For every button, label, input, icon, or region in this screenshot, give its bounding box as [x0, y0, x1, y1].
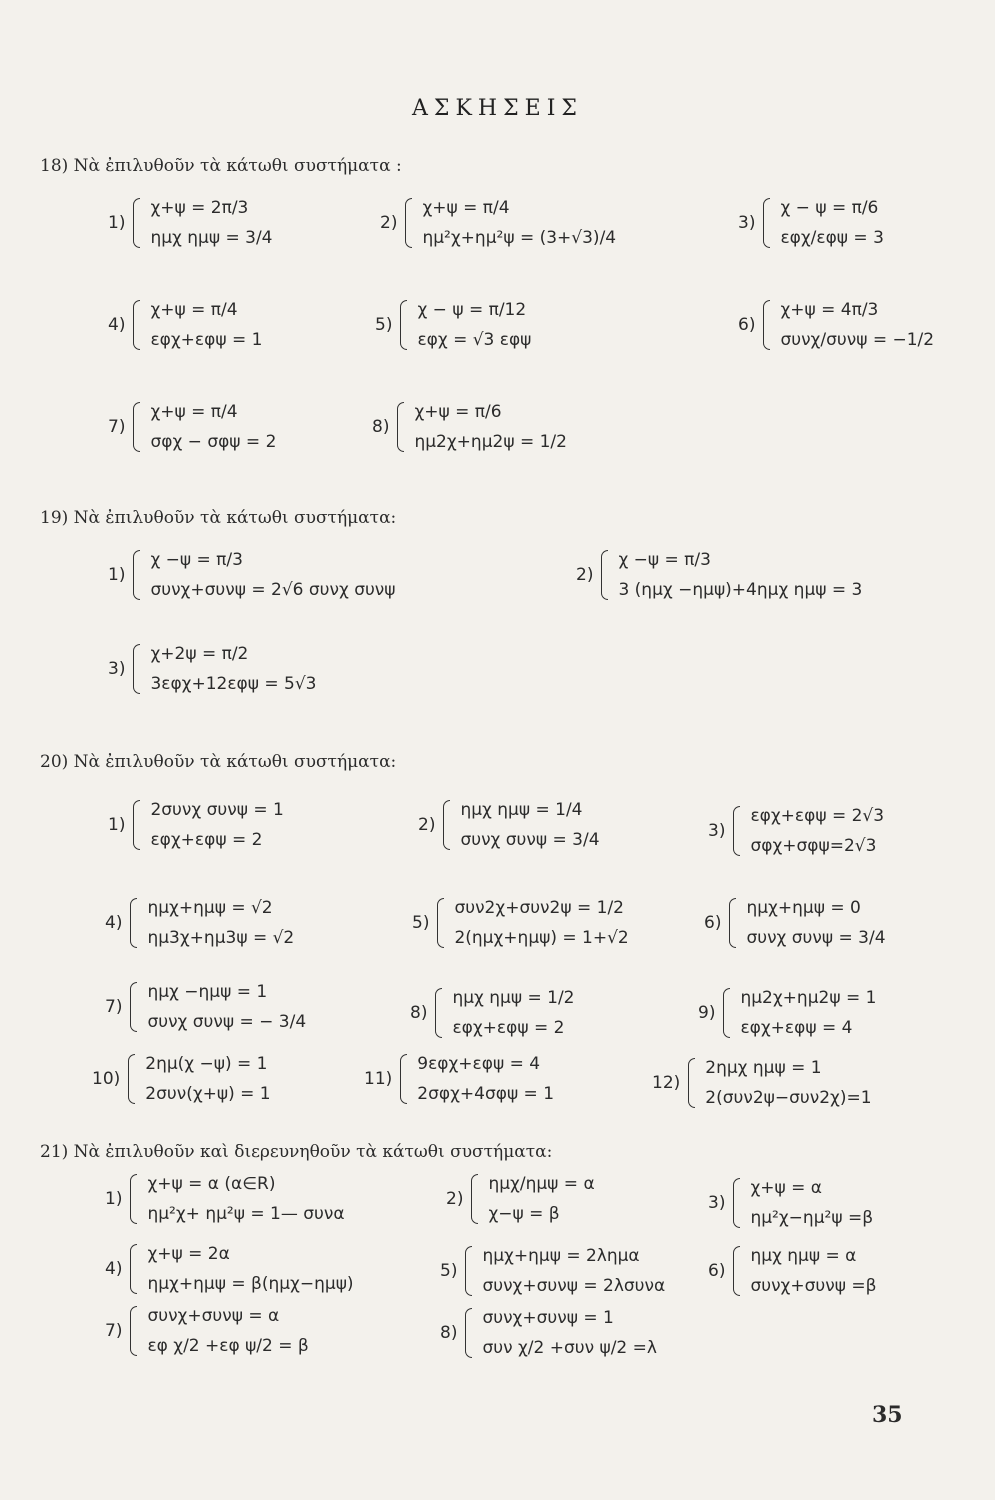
system-number: 9) — [698, 1003, 716, 1023]
brace — [465, 1308, 472, 1358]
equation: 2συν(χ+ψ) = 1 — [145, 1084, 271, 1104]
system-number: 11) — [364, 1069, 393, 1089]
exercise-21-heading: 21) Νὰ ἐπιλυθοῦν καὶ διερευνηθοῦν τὰ κάτωθι συστήματα: — [40, 1142, 553, 1162]
brace — [471, 1174, 478, 1224]
equation: εφχ+εφψ = 2 — [150, 830, 263, 850]
system-number: 3) — [108, 659, 126, 679]
ex20-system-11 — [364, 1054, 554, 1104]
brace — [763, 198, 770, 248]
ex19-system-1 — [108, 550, 396, 600]
equation: χ+ψ = α — [750, 1178, 822, 1198]
equation: ημχ ημψ = α — [750, 1246, 857, 1266]
ex21-system-3 — [708, 1178, 873, 1228]
system-number: 6) — [738, 315, 756, 335]
equation: χ+ψ = π/6 — [414, 402, 502, 422]
equation: χ −ψ = π/3 — [618, 550, 711, 570]
system-number: 3) — [708, 1193, 726, 1213]
system-number: 1) — [108, 213, 126, 233]
equation: ημχ+ημψ = √2 — [147, 898, 273, 918]
exercise-19-heading: 19) Νὰ ἐπιλυθοῦν τὰ κάτωθι συστήματα: — [40, 508, 397, 528]
ex20-system-6 — [704, 898, 886, 948]
system-number: 2) — [576, 565, 594, 585]
brace — [435, 988, 442, 1038]
ex20-system-5 — [412, 898, 629, 948]
ex18-system-1 — [108, 198, 272, 248]
equation: 2ημχ ημψ = 1 — [705, 1058, 822, 1078]
ex20-system-3 — [708, 806, 884, 856]
exercise-20-heading: 20) Νὰ ἐπιλυθοῦν τὰ κάτωθι συστήματα: — [40, 752, 397, 772]
ex18-system-2 — [380, 198, 616, 248]
system-number: 10) — [92, 1069, 121, 1089]
equation: 3 (ημχ −ημψ)+4ημχ ημψ = 3 — [618, 580, 863, 600]
system-number: 3) — [708, 821, 726, 841]
system-number: 5) — [412, 913, 430, 933]
brace — [130, 898, 137, 948]
system-number: 2) — [380, 213, 398, 233]
equation: ημχ ημψ = 1/4 — [460, 800, 583, 820]
system-number: 12) — [652, 1073, 681, 1093]
equation: ημχ+ημψ = 0 — [746, 898, 861, 918]
system-number: 7) — [108, 417, 126, 437]
ex20-system-9 — [698, 988, 876, 1038]
equation: ημχ+ημψ = β(ημχ−ημψ) — [147, 1274, 354, 1294]
system-number: 3) — [738, 213, 756, 233]
equation: συν2χ+συν2ψ = 1/2 — [454, 898, 624, 918]
equation: ημ3χ+ημ3ψ = √2 — [147, 928, 295, 948]
equation: συνχ συνψ = − 3/4 — [147, 1012, 307, 1032]
system-number: 4) — [105, 913, 123, 933]
ex21-system-8 — [440, 1308, 657, 1358]
equation: χ+ψ = 2π/3 — [150, 198, 249, 218]
brace — [733, 1246, 740, 1296]
ex21-system-7 — [105, 1306, 309, 1356]
equation: συνχ+συνψ = α — [147, 1306, 280, 1326]
ex19-system-2 — [576, 550, 862, 600]
equation: εφχ+εφψ = 4 — [740, 1018, 853, 1038]
ex20-system-8 — [410, 988, 574, 1038]
system-number: 5) — [375, 315, 393, 335]
equation: ημχ+ημψ = 2λημα — [482, 1246, 640, 1266]
equation: χ+ψ = 4π/3 — [780, 300, 879, 320]
ex20-system-4 — [105, 898, 294, 948]
equation: χ+ψ = π/4 — [422, 198, 510, 218]
equation: 2σφχ+4σφψ = 1 — [417, 1084, 555, 1104]
page-number: 35 — [872, 1402, 903, 1428]
brace — [729, 898, 736, 948]
equation: χ−ψ = β — [488, 1204, 560, 1224]
brace — [133, 198, 140, 248]
equation: εφχ/εφψ = 3 — [780, 228, 884, 248]
equation: συνχ συνψ = 3/4 — [746, 928, 886, 948]
brace — [133, 800, 140, 850]
equation: συνχ/συνψ = −1/2 — [780, 330, 935, 350]
brace — [133, 300, 140, 350]
brace — [723, 988, 730, 1038]
ex20-system-2 — [418, 800, 600, 850]
system-number: 8) — [410, 1003, 428, 1023]
equation: ημ2χ+ημ2ψ = 1 — [740, 988, 877, 1008]
equation: σφχ − σφψ = 2 — [150, 432, 277, 452]
brace — [443, 800, 450, 850]
equation: εφχ+εφψ = 2 — [452, 1018, 565, 1038]
equation: χ+2ψ = π/2 — [150, 644, 249, 664]
equation: χ+ψ = α (α∈R) — [147, 1174, 276, 1194]
ex18-system-8 — [372, 402, 567, 452]
ex18-system-4 — [108, 300, 262, 350]
brace — [130, 1174, 137, 1224]
brace — [400, 1054, 407, 1104]
equation: χ+ψ = 2α — [147, 1244, 230, 1264]
ex18-system-6 — [738, 300, 934, 350]
equation: εφχ = √3 εφψ — [417, 330, 532, 350]
page-title: ΑΣΚΗΣΕΙΣ — [412, 96, 583, 121]
brace — [437, 898, 444, 948]
equation: εφ χ/2 +εφ ψ/2 = β — [147, 1336, 309, 1356]
brace — [465, 1246, 472, 1296]
equation: συν χ/2 +συν ψ/2 =λ — [482, 1338, 657, 1358]
equation: συνχ συνψ = 3/4 — [460, 830, 600, 850]
ex21-system-2 — [446, 1174, 595, 1224]
ex18-system-5 — [375, 300, 531, 350]
brace — [133, 644, 140, 694]
system-number: 1) — [108, 815, 126, 835]
brace — [733, 1178, 740, 1228]
equation: ημ²χ−ημ²ψ =β — [750, 1208, 874, 1228]
equation: χ+ψ = π/4 — [150, 402, 238, 422]
equation: εφχ+εφψ = 1 — [150, 330, 263, 350]
ex21-system-6 — [708, 1246, 876, 1296]
brace — [405, 198, 412, 248]
system-number: 2) — [418, 815, 436, 835]
brace — [763, 300, 770, 350]
brace — [128, 1054, 135, 1104]
ex20-system-10 — [92, 1054, 271, 1104]
system-number: 4) — [105, 1259, 123, 1279]
equation: εφχ+εφψ = 2√3 — [750, 806, 885, 826]
system-number: 5) — [440, 1261, 458, 1281]
equation: συνχ+συνψ = 2λσυνα — [482, 1276, 666, 1296]
system-number: 6) — [704, 913, 722, 933]
ex20-system-12 — [652, 1058, 872, 1108]
brace — [733, 806, 740, 856]
equation: 3εφχ+12εφψ = 5√3 — [150, 674, 317, 694]
ex21-system-1 — [105, 1174, 345, 1224]
equation: 2συνχ συνψ = 1 — [150, 800, 284, 820]
system-number: 8) — [440, 1323, 458, 1343]
ex18-system-7 — [108, 402, 276, 452]
exercise-18-heading: 18) Νὰ ἐπιλυθοῦν τὰ κάτωθι συστήματα : — [40, 156, 402, 176]
ex20-system-7 — [105, 982, 306, 1032]
ex20-system-1 — [108, 800, 284, 850]
system-number: 1) — [108, 565, 126, 585]
equation: χ+ψ = π/4 — [150, 300, 238, 320]
equation: χ − ψ = π/12 — [417, 300, 527, 320]
system-number: 4) — [108, 315, 126, 335]
equation: ημχ ημψ = 1/2 — [452, 988, 575, 1008]
brace — [133, 550, 140, 600]
equation: ημ2χ+ημ2ψ = 1/2 — [414, 432, 567, 452]
system-number: 1) — [105, 1189, 123, 1209]
brace — [130, 982, 137, 1032]
system-number: 2) — [446, 1189, 464, 1209]
equation: 2(συν2ψ−συν2χ)=1 — [705, 1088, 872, 1108]
system-number: 7) — [105, 1321, 123, 1341]
equation: συνχ+συνψ =β — [750, 1276, 877, 1296]
equation: ημ²χ+ημ²ψ = (3+√3)/4 — [422, 228, 617, 248]
ex21-system-5 — [440, 1246, 665, 1296]
equation: ημχ/ημψ = α — [488, 1174, 595, 1194]
equation: 9εφχ+εφψ = 4 — [417, 1054, 541, 1074]
equation: ημχ ημψ = 3/4 — [150, 228, 273, 248]
equation: 2(ημχ+ημψ) = 1+√2 — [454, 928, 629, 948]
system-number: 6) — [708, 1261, 726, 1281]
equation: συνχ+συνψ = 2√6 συνχ συνψ — [150, 580, 396, 600]
ex19-system-3 — [108, 644, 317, 694]
brace — [601, 550, 608, 600]
equation: σφχ+σφψ=2√3 — [750, 836, 877, 856]
equation: 2ημ(χ −ψ) = 1 — [145, 1054, 268, 1074]
ex18-system-3 — [738, 198, 884, 248]
system-number: 7) — [105, 997, 123, 1017]
system-number: 8) — [372, 417, 390, 437]
ex21-system-4 — [105, 1244, 354, 1294]
brace — [133, 402, 140, 452]
equation: ημ²χ+ ημ²ψ = 1— συνα — [147, 1204, 345, 1224]
brace — [130, 1244, 137, 1294]
brace — [130, 1306, 137, 1356]
brace — [400, 300, 407, 350]
brace — [688, 1058, 695, 1108]
equation: χ − ψ = π/6 — [780, 198, 879, 218]
equation: χ −ψ = π/3 — [150, 550, 243, 570]
brace — [397, 402, 404, 452]
equation: ημχ −ημψ = 1 — [147, 982, 268, 1002]
equation: συνχ+συνψ = 1 — [482, 1308, 614, 1328]
